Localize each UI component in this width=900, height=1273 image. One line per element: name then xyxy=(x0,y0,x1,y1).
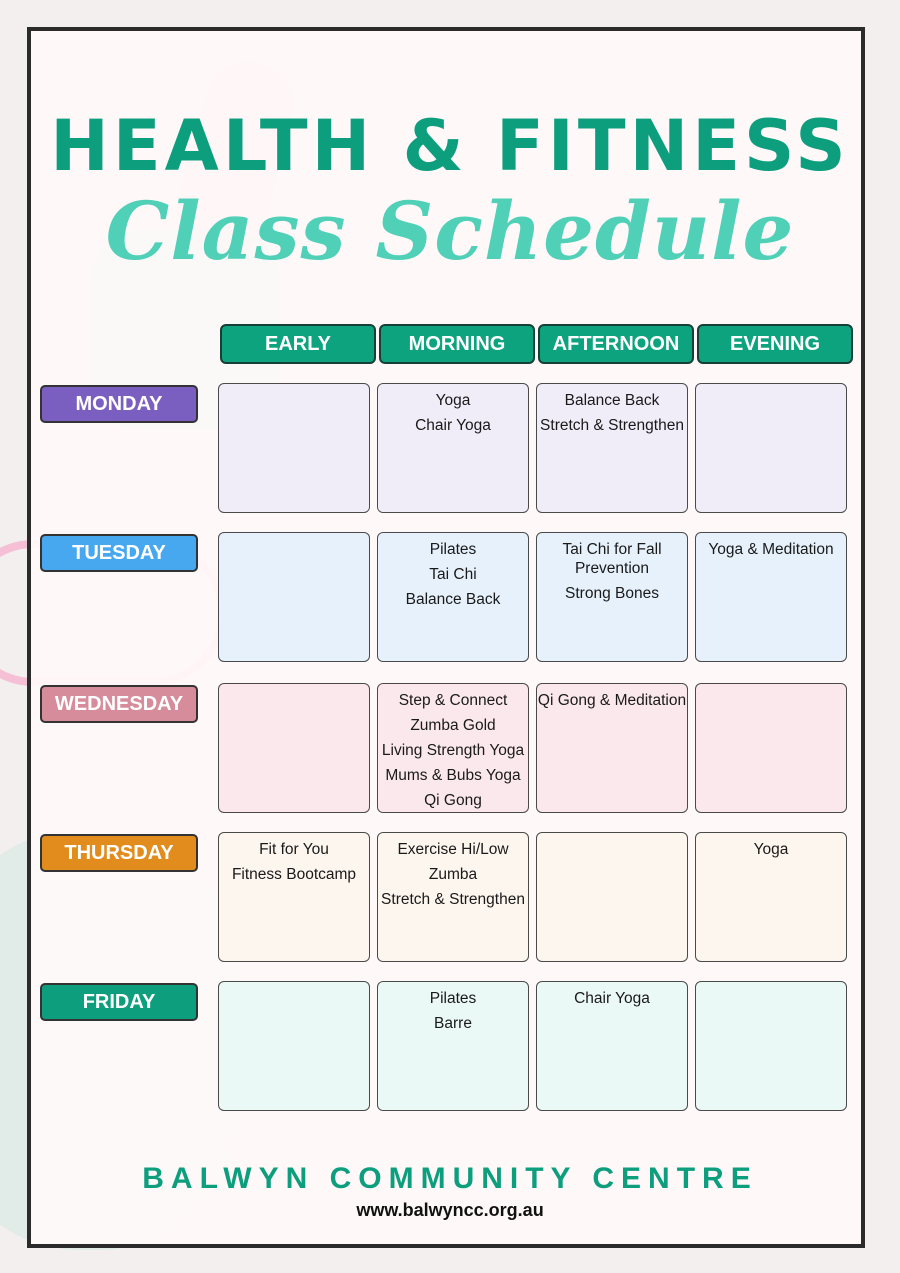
schedule-cell-monday-afternoon xyxy=(536,383,688,513)
class-name: Step & Connect xyxy=(398,692,508,709)
class-name: Pilates xyxy=(429,541,477,558)
class-name: Exercise Hi/Low xyxy=(397,841,509,858)
class-name: Balance Back xyxy=(405,591,501,608)
schedule-cell-monday-morning xyxy=(377,383,529,513)
schedule-cell-tuesday-early xyxy=(218,532,370,662)
schedule-cell-wednesday-morning xyxy=(377,683,529,813)
class-name: Yoga xyxy=(753,841,789,858)
column-header-morning: MORNING xyxy=(379,324,535,364)
day-label-wednesday: WEDNESDAY xyxy=(40,685,198,723)
schedule-cell-tuesday-morning xyxy=(377,532,529,662)
class-name: Qi Gong xyxy=(424,792,482,809)
schedule-cell-wednesday-afternoon xyxy=(536,683,688,813)
class-name: Qi Gong & Meditation xyxy=(537,692,687,709)
column-header-evening: EVENING xyxy=(697,324,853,364)
day-label-thursday: THURSDAY xyxy=(40,834,198,872)
schedule-cell-friday-morning xyxy=(377,981,529,1111)
schedule-cell-monday-early xyxy=(218,383,370,513)
schedule-cell-tuesday-evening xyxy=(695,532,847,662)
schedule-cell-tuesday-afternoon xyxy=(536,532,688,662)
class-name: Chair Yoga xyxy=(574,990,650,1007)
day-label-monday: MONDAY xyxy=(40,385,198,423)
day-label-tuesday: TUESDAY xyxy=(40,534,198,572)
schedule-cell-friday-evening xyxy=(695,981,847,1111)
schedule-cell-friday-afternoon xyxy=(536,981,688,1111)
class-name: Living Strength Yoga xyxy=(381,742,525,759)
class-name: Chair Yoga xyxy=(415,417,491,434)
class-name: Barre xyxy=(434,1015,472,1032)
schedule-cell-thursday-early xyxy=(218,832,370,962)
class-name: Strong Bones xyxy=(565,585,659,602)
schedule-cell-monday-evening xyxy=(695,383,847,513)
class-name: Zumba Gold xyxy=(410,717,496,734)
schedule-cell-thursday-morning xyxy=(377,832,529,962)
class-name: Zumba xyxy=(428,866,478,883)
class-name: Yoga & Meditation xyxy=(708,541,834,558)
column-header-early: EARLY xyxy=(220,324,376,364)
class-name: Mums & Bubs Yoga xyxy=(385,767,521,784)
schedule-cell-wednesday-evening xyxy=(695,683,847,813)
class-name: Fit for You xyxy=(259,841,329,858)
centre-name: BALWYN COMMUNITY CENTRE xyxy=(142,1162,758,1195)
class-name: Balance Back xyxy=(564,392,660,409)
schedule-cell-wednesday-early xyxy=(218,683,370,813)
column-header-afternoon: AFTERNOON xyxy=(538,324,694,364)
page-subtitle: Class Schedule xyxy=(105,184,795,278)
class-name: Yoga xyxy=(435,392,471,409)
class-name: Pilates xyxy=(429,990,477,1007)
website-link[interactable]: www.balwyncc.org.au xyxy=(356,1200,544,1220)
schedule-cell-friday-early xyxy=(218,981,370,1111)
day-label-friday: FRIDAY xyxy=(40,983,198,1021)
class-name: Stretch & Strengthen xyxy=(540,417,684,434)
schedule-cell-thursday-evening xyxy=(695,832,847,962)
schedule-cell-thursday-afternoon xyxy=(536,832,688,962)
class-name: Tai Chi for Fall Prevention xyxy=(562,541,662,577)
page-title: HEALTH & FITNESS xyxy=(50,105,850,187)
class-name: Tai Chi xyxy=(429,566,477,583)
class-name: Fitness Bootcamp xyxy=(231,866,357,883)
class-name: Stretch & Strengthen xyxy=(381,891,525,908)
